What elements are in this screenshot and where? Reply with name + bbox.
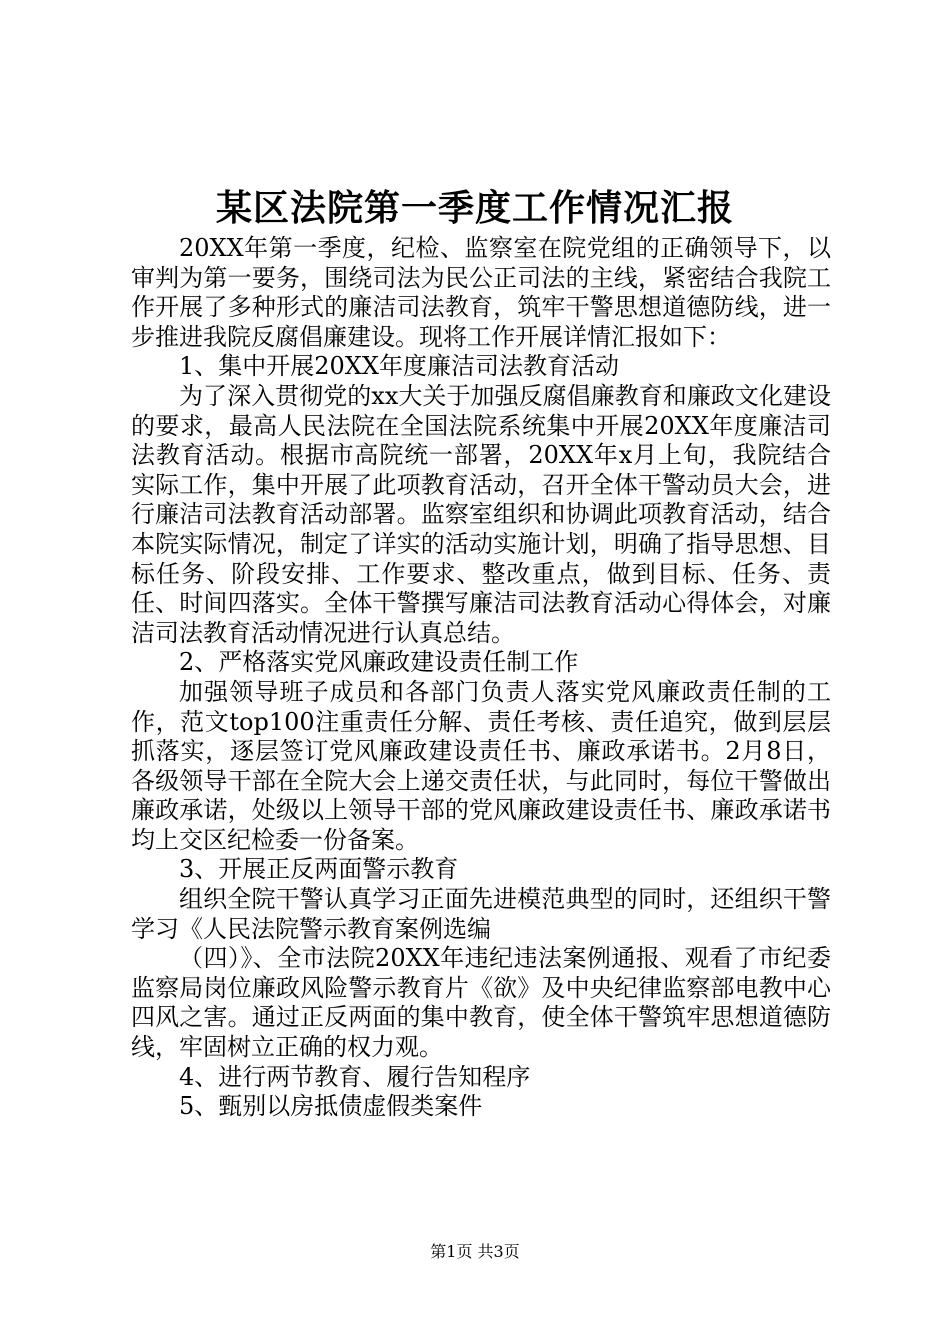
section-heading-4: 4、进行两节教育、履行告知程序 bbox=[179, 1062, 531, 1091]
section-heading-5: 5、甄别以房抵债虚假类案件 bbox=[179, 1092, 483, 1121]
section-heading-2: 2、严格落实党风廉政建设责任制工作 bbox=[179, 648, 579, 677]
paragraph-section-3b: （四）》、全市法院20XX年违纪违法案例通报、观看了市纪委监察局岗位廉政风险警示教育片《欲》及中央纪律监察部电教中心四风之害。通过正反两面的集中教育，使全体干警筑牢思想道德防线，牢固树立正确的权力观。 bbox=[131, 944, 831, 1062]
paragraph-section-1: 为了深入贯彻党的xx大关于加强反腐倡廉教育和廉政文化建设的要求，最高人民法院在全国法院系统集中开展20XX年度廉洁司法教育活动。根据市高院统一部署，20XX年x月上旬，我院结合实际工作，集中开展了此项教育活动，召开全体干警动员大会，进行廉洁司法教育活动部署。监察室组织和协调此项教育活动，结合本院实际情况，制定了详实的活动实施计划，明确了指导思想、目标任务、阶段安排、工作要求、整改重点，做到目标、任务、责任、时间四落实。全体干警撰写廉洁司法教育活动心得体会，对廉洁司法教育活动情况进行认真总结。 bbox=[131, 381, 831, 647]
paragraph-section-3a: 组织全院干警认真学习正面先进模范典型的同时，还组织干警学习《人民法院警示教育案例选编 bbox=[131, 885, 831, 943]
document-body bbox=[131, 234, 831, 1122]
paragraph-section-2: 加强领导班子成员和各部门负责人落实党风廉政责任制的工作，范文top100注重责任分解、责任考核、责任追究，做到层层抓落实，逐层签订党风廉政建设责任书、廉政承诺书。2月8日，各级领导干部在全院大会上递交责任状，与此同时，每位干警做出廉政承诺，处级以上领导干部的党风廉政建设责任书、廉政承诺书均上交区纪检委一份备案。 bbox=[131, 677, 831, 854]
section-heading-3: 3、开展正反两面警示教育 bbox=[179, 855, 459, 884]
page-footer: 第1页 共3页 bbox=[430, 1242, 520, 1261]
document-title: 某区法院第一季度工作情况汇报 bbox=[215, 187, 734, 229]
section-heading-1: 1、集中开展20XX年度廉洁司法教育活动 bbox=[179, 352, 619, 381]
paragraph-intro: 20XX年第一季度，纪检、监察室在院党组的正确领导下，以审判为第一要务，围绕司法为民公正司法的主线，紧密结合我院工作开展了多种形式的廉洁司法教育，筑牢干警思想道德防线，进一步推进我院反腐倡廉建设。现将工作开展详情汇报如下： bbox=[131, 234, 831, 351]
